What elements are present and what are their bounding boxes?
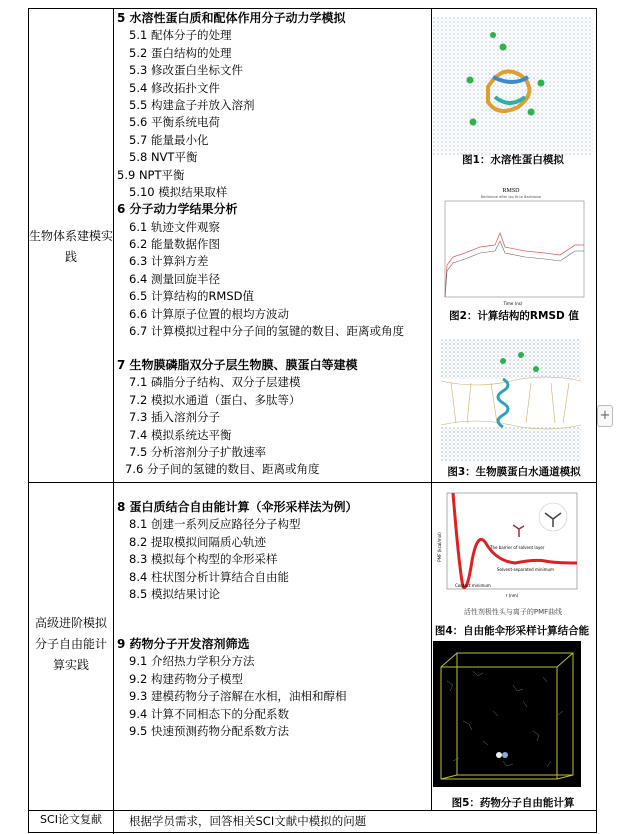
list-item: 6.4 测量回旋半径	[129, 271, 220, 286]
list-item: 6.7 计算模拟过程中分子间的氢键的数目、距离或角度	[129, 324, 404, 339]
figure-caption: 图2：计算结构的RMSD 值	[449, 310, 579, 322]
list-item: 8.5 模拟结果讨论	[129, 586, 220, 601]
list-item: 7.1 磷脂分子结构、双分子层建模	[129, 375, 301, 390]
list-item: 5.7 能量最小化	[129, 132, 209, 147]
section-title: 9 药物分子开发溶剂筛选	[117, 637, 250, 651]
chart-subtitle: Backbone after lsq fit to Backbone	[480, 195, 542, 199]
list-item: 9.2 构建药物分子模型	[129, 671, 243, 686]
list-item: 5.8 NVT平衡	[129, 150, 198, 165]
chart-title: RMSD	[502, 188, 520, 194]
figure-caption: 图4：自由能伞形采样计算结合能	[434, 625, 590, 637]
list-item: 5.10 模拟结果取样	[129, 184, 228, 199]
list-item: 5.6 平衡系统电荷	[129, 115, 220, 130]
list-item: 9.4 计算不同相态下的分配系数	[129, 706, 289, 721]
list-item: 7.4 模拟系统达平衡	[129, 427, 232, 442]
annotation: The barrier of solvent layer	[490, 545, 545, 550]
list-item: 5.1 配体分子的处理	[129, 28, 232, 43]
x-axis-label: r (nm)	[505, 593, 519, 598]
list-item: 8.4 柱状图分析计算结合自由能	[129, 569, 289, 584]
list-item: 8.1 创建一系列反应路径分子构型	[129, 517, 301, 532]
section-title: 8 蛋白质结合自由能计算（伞形采样法为例）	[117, 500, 358, 514]
list-item: 6.6 计算原子位置的根均方波动	[129, 306, 289, 321]
section-title: 6 分子动力学结果分析	[117, 202, 238, 217]
drug-molecule-box-figure	[433, 641, 581, 787]
list-item: 6.3 计算斜方差	[129, 254, 209, 269]
annotation: Contact minimum	[455, 583, 491, 588]
add-button[interactable]: +	[597, 405, 613, 427]
list-item: 5.2 蛋白结构的处理	[129, 45, 232, 60]
row-label: SCI论文复献	[40, 813, 102, 826]
list-item: 7.3 插入溶剂分子	[129, 410, 220, 425]
row-content: 根据学员需求，回答相关SCI文献中模拟的问题	[129, 814, 367, 828]
row-label: 生物体系建模实践	[29, 229, 114, 264]
list-item: 9.1 介绍热力学积分方法	[129, 654, 255, 669]
list-item: 5.4 修改拓扑文件	[129, 80, 220, 95]
list-item: 8.3 模拟每个构型的伞形采样	[129, 552, 278, 567]
list-item: 5.5 构建盒子并放入溶剂	[129, 97, 255, 112]
list-item: 8.2 提取模拟间隔质心轨迹	[129, 534, 266, 549]
x-axis-label: Time (ns)	[503, 301, 523, 306]
section-title: 7 生物膜磷脂双分子层生物膜、膜蛋白等建模	[117, 358, 358, 372]
list-item: 7.2 模拟水通道（蛋白、多肽等）	[129, 392, 301, 407]
pmf-chart	[435, 487, 581, 609]
figure-caption: 图1：水溶性蛋白模拟	[462, 154, 564, 166]
list-item: 7.6 分子间的氢键的数目、距离或角度	[125, 462, 320, 477]
list-item: 7.5 分析溶剂分子扩散速率	[129, 444, 266, 459]
list-item: 9.5 快速预测药物分配系数方法	[129, 723, 289, 738]
list-item: 6.5 计算结构的RMSD值	[129, 289, 255, 304]
figure-caption: 图5：药物分子自由能计算	[451, 797, 575, 809]
course-table	[28, 8, 597, 833]
list-item: 5.9 NPT平衡	[117, 167, 185, 182]
membrane-channel-figure	[441, 339, 581, 461]
list-item: 6.1 轨迹文件观察	[129, 219, 220, 234]
list-item: 9.3 建模药物分子溶解在水相，油相和醇相	[129, 689, 347, 704]
divider	[29, 482, 596, 483]
figure-subcaption: 活性剂极性头与离子的PMF曲线	[463, 608, 563, 616]
figure-caption: 图3：生物膜蛋白水通道模拟	[447, 466, 581, 478]
y-axis-label: PMF (kcal/mol)	[437, 532, 442, 562]
divider	[113, 9, 114, 834]
section-title: 5 水溶性蛋白质和配体作用分子动力学模拟	[117, 11, 346, 25]
list-item: 5.3 修改蛋白坐标文件	[129, 63, 243, 78]
section-list	[117, 10, 435, 340]
protein-water-figure	[433, 17, 593, 155]
row-label: 高级进阶模拟分子自由能计算实践	[34, 616, 107, 672]
list-item: 6.2 能量数据作图	[129, 237, 220, 252]
annotation: Solvent-separated minimum	[497, 567, 554, 572]
rmsd-chart	[435, 185, 587, 309]
